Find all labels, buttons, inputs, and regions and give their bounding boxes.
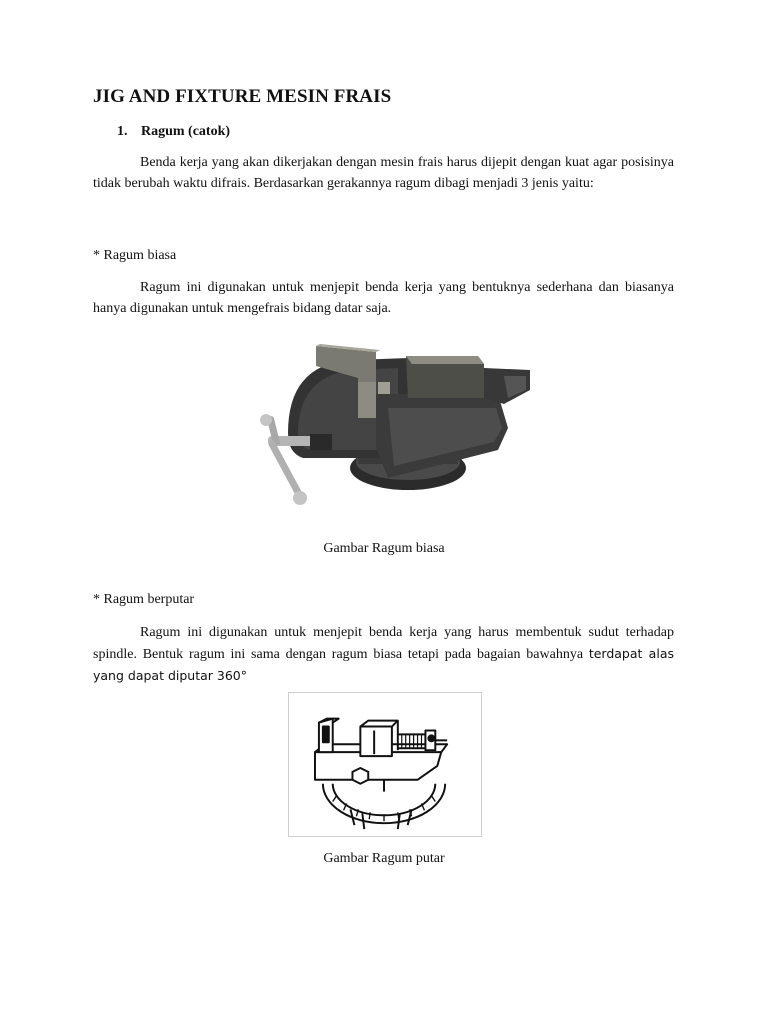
subheading-ragum-biasa: * Ragum biasa: [93, 248, 177, 263]
section-heading-ragum: [117, 124, 230, 140]
paragraph-ragum-berputar-tail: terdapat alas yang dapat diputar 360°: [93, 646, 674, 683]
caption-ragum-biasa: Gambar Ragum biasa: [323, 541, 445, 556]
section-number: 1.: [117, 124, 128, 139]
paragraph-ragum-berputar-text: Ragum ini digunakan untuk menjepit benda kerja yang harus membentuk sudut terhadap spindle. Bentuk ragum ini sama dengan ragum biasa tetapi pada bagaian bawahnya: [93, 625, 674, 662]
section-heading-text: Ragum (catok): [141, 124, 231, 139]
bench-vise-image: [258, 338, 538, 513]
caption-ragum-putar: Gambar Ragum putar: [323, 851, 445, 866]
paragraph-ragum-biasa: Ragum ini digunakan untuk menjepit benda kerja yang bentuknya sederhana dan biasanya hanya digunakan untuk mengefrais bidang datar saja.: [93, 280, 674, 316]
swivel-vise-image: [288, 692, 482, 837]
paragraph-ragum-berputar: [93, 622, 674, 687]
page-title: JIG AND FIXTURE MESIN FRAIS: [93, 86, 392, 107]
subheading-ragum-berputar: * Ragum berputar: [93, 592, 195, 607]
intro-paragraph: Benda kerja yang akan dikerjakan dengan mesin frais harus dijepit dengan kuat agar posisinya tidak berubah waktu difrais. Berdasarkan gerakannya ragum dibagi menjadi 3 jenis yaitu:: [93, 155, 674, 191]
